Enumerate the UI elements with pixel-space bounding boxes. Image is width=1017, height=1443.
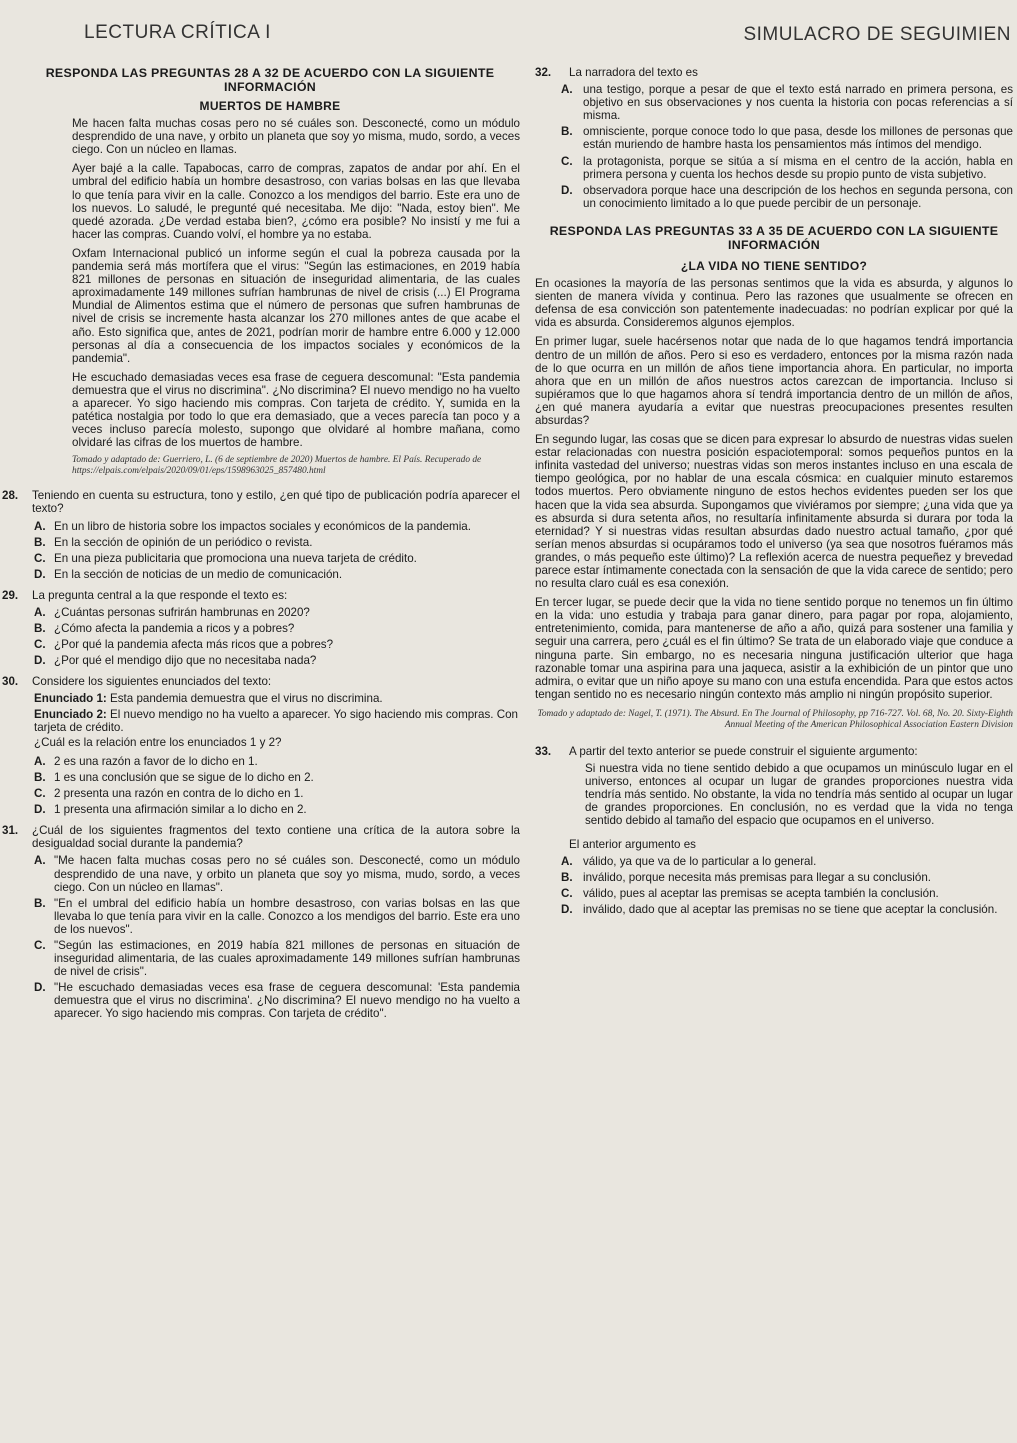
statement-label: Enunciado 1: (34, 692, 107, 706)
statement-1 (20, 692, 520, 705)
question-28 (2, 489, 520, 581)
reading-paragraph: Oxfam Internacional publicó un informe según el cual la pobreza causada por la pandemia será más mortífera que el virus: "Según las estimaciones, en 2019 había 821 millones de personas en situación de inseguridad alimentaria, de las cuales aproximadamente 149 millones sufrían hambrunas de nivel de crisis (...) El Programa Mundial de Alimentos estima que el número de personas que sufren hambrunas de nivel de crisis se incremente hasta alcanzar los 270 millones antes de que acabe el año. Esto significa que, antes de 2021, podrían morir de hambre entre 6.000 y 12.000 personas al día a consecuencia de los impactos sociales y económicos de la pandemia". (72, 246, 520, 365)
answer-option-b[interactable] (20, 897, 520, 936)
page-header-left: LECTURA CRÍTICA I (84, 22, 271, 43)
source-citation: Tomado y adaptado de: Nagel, T. (1971). The Absurd. En The Journal of Philosophy, pp 716-727. Vol. 68, No. 20. Sixty-Eighth Annual Meeting of the American Philosophical Association Eastern Division (537, 708, 1013, 730)
option-letter: B. (561, 125, 573, 139)
option-letter: A. (34, 606, 46, 619)
question-prompt: ¿Cuál es la relación entre los enunciados 1 y 2? (34, 735, 282, 749)
option-letter: C. (34, 787, 46, 801)
answer-option-a[interactable] (20, 606, 520, 619)
reading-paragraph: He escuchado demasiadas veces esa frase de ceguera descomunal: "Esta pandemia demuestra que el virus no discrimina". ¿No discrimina? El nuevo mendigo no ha vuelto a aparecer. Yo sigo haciendo mis compras. Con tarjeta de crédito. Y, sumida en la patética nostalgia por todo lo que era demasiado, que a veces parecía tan poco y a veces incluso parecía molesto, supongo que olvidaré al hombre mañana, como olvidaré las cifras de los muertos de hambre. (72, 370, 520, 450)
option-text: la protagonista, porque se sitúa a sí misma en el centro de la acción, habla en primera persona y cuenta los hechos desde su propio punto de vista subjetivo. (583, 154, 1013, 181)
question-number: 32. (535, 66, 552, 79)
answer-option-a[interactable] (535, 83, 1013, 122)
option-text: En la sección de noticias de un medio de comunicación. (54, 567, 343, 581)
option-letter: B. (561, 870, 573, 884)
answer-option-c[interactable] (20, 787, 520, 800)
statement-label: Enunciado 2: (34, 707, 107, 721)
answer-option-a[interactable] (20, 520, 520, 533)
answer-option-c[interactable] (535, 887, 1013, 900)
option-letter: B. (34, 535, 46, 549)
option-text: "En el umbral del edificio había un hombre desastroso, con varias bolsas en las que llevaba lo que tenía para vivir en la calle. Conozco a los mendigos del barrio. Este era uno de los nuevos". (54, 896, 520, 936)
question-29 (2, 588, 520, 668)
answer-option-a[interactable] (20, 854, 520, 893)
question-text: ¿Cuál de los siguientes fragmentos del texto contiene una crítica de la autora sobre la desigualdad social durante la pandemia? (32, 824, 520, 851)
right-column (535, 66, 1013, 920)
question-number: 28. (2, 489, 19, 503)
option-text: inválido, dado que al aceptar las premisas no se tiene que aceptar la conclusión. (583, 902, 998, 916)
left-column (2, 66, 520, 1025)
source-citation: Tomado y adaptado de: Guerriero, L. (6 de septiembre de 2020) Muertos de hambre. El País. Recuperado de https://elpais.com/elpais/2020/09/01/eps/1598963025_857480.html (72, 455, 482, 477)
section-heading-33-35: RESPONDA LAS PREGUNTAS 33 A 35 DE ACUERDO CON LA SIGUIENTE INFORMACIÓN (549, 223, 999, 252)
option-text: "He escuchado demasiadas veces esa frase de ceguera descomunal: 'Esta pandemia demuestra que el virus no discrimina'. ¿No discrimina? El nuevo mendigo no ha vuelto a aparecer. Yo sigo haciendo mis compras. Con tarjeta de crédito". (54, 981, 520, 1021)
option-text: 2 es una razón a favor de lo dicho en 1. (54, 754, 258, 768)
answer-option-c[interactable] (20, 939, 520, 978)
question-text: La pregunta central a la que responde el texto es: (32, 588, 288, 602)
option-letter: C. (34, 551, 46, 565)
statement-text: El nuevo mendigo no ha vuelto a aparecer. Yo sigo haciendo mis compras. Con tarjeta de crédito. (34, 707, 519, 734)
reading-paragraph: En segundo lugar, las cosas que se dicen para expresar lo absurdo de nuestras vidas suelen estar relacionadas con nuestra posición espaciotemporal: somos pequeños puntos en la infinita vastedad del universo; nuestras vidas son meros instantes incluso en una escala de tiempo geológica, por no hablar de una escala cósmica: en cualquier minuto estaremos todos muertos. Pero obviamente ninguno de estos hechos evidentes pueden ser los que hacen que la vida sea absurda. Supongamos que viviéramos por siempre; ¿una vida que ya es absurda si dura setenta años, no resultaría infinitamente absurda si durara por toda la eternidad? Y si nuestras vidas resultan absurdas dado nuestro actual tamaño, ¿por qué serían menos absurdas si ocupáramos todo el universo (ya sea que nosotros fuéramos más grandes, o más pequeño este último)? La reflexión acerca de nuestra pequeñez y brevedad parece estar íntimamente conectada con la sensación de que la vida carece de sentido; pero no resulta claro cuál es esa conexión. (535, 433, 1013, 591)
option-letter: D. (34, 803, 46, 817)
option-text: "Según las estimaciones, en 2019 había 821 millones de personas en situación de inseguridad alimentaria, de las cuales aproximadamente 149 millones sufrían hambrunas de nivel de crisis". (54, 938, 520, 979)
option-letter: D. (34, 567, 46, 581)
option-text: ¿Cuántas personas sufrirán hambrunas en 2020? (54, 606, 310, 619)
text-title-vida: ¿LA VIDA NO TIENE SENTIDO? (680, 258, 868, 273)
option-text: inválido, porque necesita más premisas para llegar a su conclusión. (583, 870, 931, 884)
answer-option-c[interactable] (535, 155, 1013, 181)
option-letter: A. (34, 854, 46, 868)
option-letter: D. (34, 981, 46, 995)
option-text: En una pieza publicitaria que promociona una nueva tarjeta de crédito. (54, 551, 417, 565)
question-31 (2, 824, 520, 1021)
answer-option-b[interactable] (20, 536, 520, 549)
answer-option-d[interactable] (20, 654, 520, 667)
option-letter: A. (34, 754, 46, 768)
question-text: Considere los siguientes enunciados del texto: (32, 675, 272, 689)
option-text: válido, pues al aceptar las premisas se acepta también la conclusión. (583, 886, 939, 900)
option-text: 1 es una conclusión que se sigue de lo dicho en 2. (54, 770, 314, 784)
answer-option-d[interactable] (535, 903, 1013, 916)
question-30 (2, 675, 520, 817)
answer-option-c[interactable] (20, 638, 520, 651)
argument-text: Si nuestra vida no tiene sentido debido a que ocupamos un minúsculo lugar en el universo, entonces al ocupar un lugar de grandes proporciones nuestra vida tendría más sentido. No obstante, la vida no tendría más sentido al ocupar un lugar de grandes proporciones. En conclusión, no es verdad que la vida no tenga sentido debido al tamaño del espacio que ocupamos en el universo. (585, 762, 1013, 828)
question-text: Teniendo en cuenta su estructura, tono y estilo, ¿en qué tipo de publicación podría aparecer el texto? (32, 489, 520, 516)
option-text: observadora porque hace una descripción de los hechos en segunda persona, con un conocimiento limitado a lo que puede percibir de un personaje. (583, 183, 1013, 210)
answer-option-c[interactable] (20, 552, 520, 565)
option-text: En un libro de historia sobre los impactos sociales y económicos de la pandemia. (54, 519, 471, 533)
question-text: A partir del texto anterior se puede construir el siguiente argumento: (569, 744, 918, 758)
option-letter: A. (561, 854, 573, 868)
option-text: En la sección de opinión de un periódico o revista. (54, 535, 313, 549)
answer-option-b[interactable] (20, 771, 520, 784)
option-letter: C. (561, 154, 573, 168)
section-heading-28-32: RESPONDA LAS PREGUNTAS 28 A 32 DE ACUERDO CON LA SIGUIENTE INFORMACIÓN (45, 66, 495, 94)
reading-paragraph: En primer lugar, suele hacérsenos notar que nada de lo que hagamos tendrá importancia dentro de un millón de años. Pero si eso es verdadero, entonces por la misma razón nada de lo que ocurra en un millón de años tiene importancia ahora. En particular, no importa ahora que en un millón de años nuestros actos carezcan de importancia. Incluso si supiéramos que lo que hagamos ahora sí tendrá importancia dentro de un millón de años, ¿en qué manera ayudaría a evitar que nuestras preocupaciones presentes resulten absurdas? (535, 335, 1013, 427)
option-text: omnisciente, porque conoce todo lo que pasa, desde los millones de personas que están muriendo de hambre hasta los pensamientos más íntimos del mendigo. (583, 125, 1013, 152)
option-letter: D. (34, 654, 46, 668)
option-text: ¿Por qué la pandemia afecta más ricos que a pobres? (54, 638, 334, 652)
option-letter: D. (561, 902, 573, 916)
option-letter: A. (561, 83, 573, 97)
option-letter: C. (34, 938, 46, 952)
question-number: 30. (2, 675, 19, 689)
answer-option-d[interactable] (20, 803, 520, 816)
option-text: 1 presenta una afirmación similar a lo dicho en 2. (54, 803, 307, 817)
option-letter: B. (34, 896, 46, 910)
answer-option-b[interactable] (20, 622, 520, 635)
reading-paragraph: Ayer bajé a la calle. Tapabocas, carro de compras, zapatos de andar por ahí. En el umbral del edificio había un hombre desastroso, con varias bolsas en las que llevaba lo que tenía para vivir en la calle. Conozco a los mendigos del barrio. Este era uno de los nuevos. Lo saludé, le pregunté qué necesitaba. Me dijo: "Nada, estoy bien". Me quedé azorada. ¿De verdad estaba bien?, ¿cómo era posible? No insistí y me fui a hacer las compras. Cuando volví, el hombre ya no estaba. (72, 162, 520, 241)
option-text: 2 presenta una razón en contra de lo dicho en 1. (54, 787, 304, 801)
question-number: 31. (2, 824, 19, 838)
answer-option-a[interactable] (535, 855, 1013, 868)
question-33 (535, 745, 1013, 916)
option-text: ¿Cómo afecta la pandemia a ricos y a pobres? (54, 622, 295, 636)
reading-paragraph: Me hacen falta muchas cosas pero no sé cuáles son. Desconecté, como un módulo desprendido de una nave, y orbito un planeta que soy yo misma, mudo, sordo, a veces ciego. Con un núcleo en llamas. (72, 117, 520, 157)
option-letter: B. (34, 770, 46, 784)
option-text: válido, ya que va de lo particular a lo general. (583, 854, 817, 868)
answer-option-b[interactable] (535, 125, 1013, 151)
answer-option-b[interactable] (535, 871, 1013, 884)
question-32 (535, 66, 1013, 210)
question-text: La narradora del texto es (569, 66, 698, 79)
question-number: 33. (535, 744, 552, 758)
answer-option-d[interactable] (20, 981, 520, 1020)
question-prompt: El anterior argumento es (569, 837, 696, 851)
text-title-muertos: MUERTOS DE HAMBRE (199, 99, 341, 113)
option-text: una testigo, porque a pesar de que el texto está narrado en primera persona, es objetivo en sus observaciones y nos cuenta la historia con pocas referencias a sí misma. (583, 83, 1013, 123)
option-letter: B. (34, 622, 46, 636)
reading-paragraph: En ocasiones la mayoría de las personas sentimos que la vida es absurda, y algunos lo sienten de manera vívida y continua. Pero las razones que usualmente se ofrecen en defensa de esa convicción son patentemente inadecuadas: no podrían explicar por qué la vida es absurda. Consideremos algunos ejemplos. (535, 277, 1013, 330)
statement-2 (20, 708, 520, 734)
answer-option-a[interactable] (20, 755, 520, 768)
answer-option-d[interactable] (20, 568, 520, 581)
option-letter: C. (561, 886, 573, 900)
option-letter: A. (34, 519, 46, 533)
page-header-right: SIMULACRO DE SEGUIMIEN (743, 24, 1011, 45)
option-text: "Me hacen falta muchas cosas pero no sé cuáles son. Desconecté, como un módulo desprendido de una nave, y orbito un planeta que soy yo misma, mudo, sordo, a veces ciego. Con un núcleo en llamas". (54, 854, 520, 894)
option-text: ¿Por qué el mendigo dijo que no necesitaba nada? (54, 654, 317, 668)
answer-option-d[interactable] (535, 184, 1013, 210)
statement-text: Esta pandemia demuestra que el virus no discrimina. (110, 692, 383, 706)
reading-paragraph: En tercer lugar, se puede decir que la vida no tiene sentido porque no tenemos un fin último en la vida: uno estudia y trabaja para ganar dinero, para pagar por ropa, alojamiento, entretenimiento, comida, para mantenerse de año a año, quizá para sostener una familia y seguir una carrera, pero ¿cuál es el fin último? Se trata de un elaborado viaje que conduce a ninguna parte. Sin embargo, no es necesaria ninguna justificación ulterior que haga razonable tomar una aspirina para una jaqueca, asistir a la exhibición de un pintor que uno admira, o evitar que un niño apoye su mano con una estufa encendida. Para que estos actos tengan sentido no es necesario ningún contexto más amplio ni ningún propósito superior. (535, 596, 1013, 701)
question-number: 29. (2, 588, 19, 602)
option-letter: C. (34, 638, 46, 652)
option-letter: D. (561, 183, 573, 197)
